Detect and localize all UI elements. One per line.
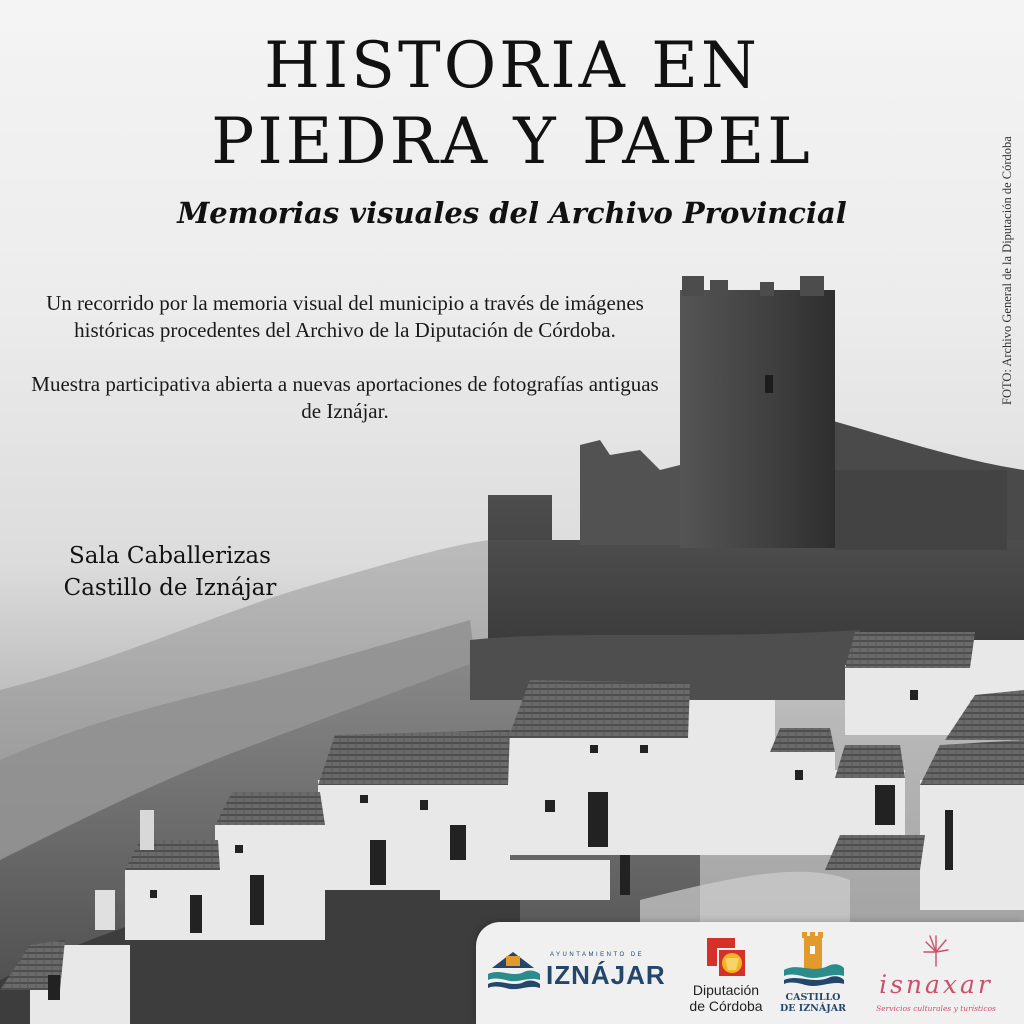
castle-tower-icon — [778, 930, 848, 992]
title-line-2: PIEDRA Y PAPEL — [211, 105, 813, 179]
sponsor-logo-bar — [476, 922, 1024, 1024]
diputacion-logo — [676, 934, 776, 1018]
diputacion-text — [676, 982, 776, 1014]
photo-credit: FOTO: Archivo General de la Diputación de Córdoba — [1000, 136, 1014, 405]
venue — [20, 540, 320, 604]
diputacion-line-2: de Córdoba — [689, 998, 763, 1014]
castillo-iznajar-logo — [778, 930, 848, 1020]
description-paragraph-2: Muestra participativa abierta a nuevas aportaciones de fotografías antiguas de Iznájar. — [31, 372, 659, 423]
castillo-text — [778, 992, 848, 1014]
diputacion-emblem-icon — [703, 934, 749, 980]
title-line-1: HISTORIA EN — [264, 29, 760, 103]
isnaxar-logo — [852, 930, 1020, 1018]
diputacion-line-1: Diputación — [692, 982, 760, 998]
description — [20, 290, 670, 452]
venue-line-2: Castillo de Iznájar — [63, 575, 277, 601]
iznajar-council-label: AYUNTAMIENTO DE — [550, 952, 645, 958]
venue-line-1: Sala Caballerizas — [69, 543, 271, 569]
firework-icon — [916, 930, 956, 970]
castillo-line-1: CASTILLO — [785, 992, 841, 1003]
iznajar-emblem-icon — [484, 948, 542, 998]
poster-subtitle: Memorias visuales del Archivo Provincial — [177, 196, 847, 230]
poster-title — [0, 28, 1024, 180]
description-paragraph-1: Un recorrido por la memoria visual del municipio a través de imágenes históricas procedentes del Archivo de la Diputación de Córdoba. — [46, 291, 644, 342]
castillo-line-2: DE IZNÁJAR — [780, 1003, 846, 1014]
isnaxar-tagline: Servicios culturales y turísticos — [876, 1004, 996, 1013]
isnaxar-name: isnaxar — [879, 970, 993, 999]
iznajar-council-logo — [484, 948, 664, 998]
iznajar-name: IZNÁJAR — [546, 960, 666, 990]
